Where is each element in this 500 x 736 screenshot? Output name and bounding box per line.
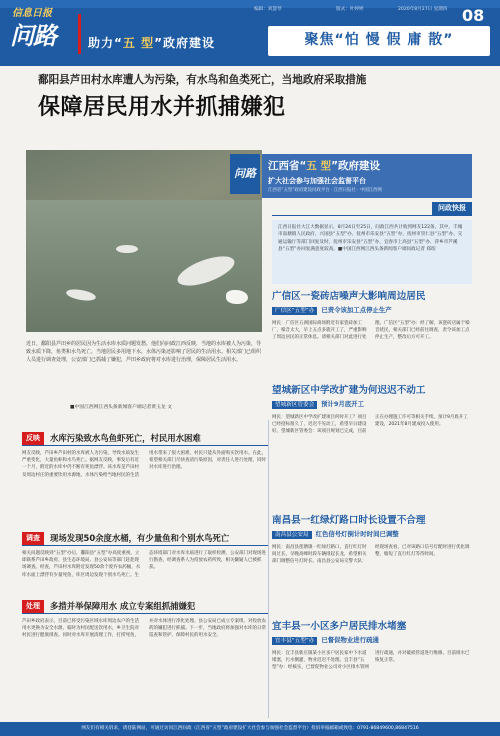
section-logo: 问路: [10, 22, 56, 50]
brief-tag: 广信区“五型”办: [272, 307, 317, 316]
platform-logo: 问路: [230, 154, 260, 194]
focus-banner: [268, 26, 490, 56]
quick-news-header: [272, 202, 472, 216]
focus-banner-text: 聚焦“怕 慢 假 庸 散”: [304, 32, 454, 49]
section-header: [22, 432, 268, 446]
brief-title: 望城新区中学改扩建为何迟迟不动工: [272, 385, 426, 396]
brief-title: 广信区一瓷砖店噪声大影响周边居民: [272, 291, 426, 302]
section-title: 现场发现50余度水桶，有少量鱼和个别水鸟死亡: [50, 533, 230, 543]
column-rule: [268, 420, 269, 718]
platform-title: 江西省“五 型”政府建设: [268, 160, 380, 172]
platform-banner: [262, 154, 472, 198]
section-header: [22, 600, 268, 614]
headline: 保障居民用水并抓捕嫌犯: [38, 94, 286, 120]
platform-subtitle: 扩大社会参与加强社会监督平台: [268, 177, 366, 186]
bird-shape: [226, 290, 248, 304]
brief-body: 网民：广信区五洲国际商场附近有家瓷砖加工厂，噪音太大，早上五点多就开工了，严重影响了周边居民的正常休息。请相关部门对此进行处理。广信区“五型”办：经了解，该瓷砖店属于噪音扰民，相关部门已经前往调查，责令该加工点停止生产，整改后方可开工。: [272, 321, 470, 341]
section-title: 多措并举保障用水 成立专案组抓捕嫌犯: [50, 601, 196, 611]
section-tag: 调查: [22, 532, 44, 545]
brief-tag: 南昌县公安局: [272, 531, 312, 540]
brief-subtitle-text: 预计9月底开工: [321, 400, 364, 408]
brief-subtitle: [272, 306, 392, 316]
paper-name: 信息日报: [12, 8, 52, 19]
brief-tag: 望城新区管委会: [272, 401, 317, 410]
masthead: [0, 0, 500, 66]
brief-subtitle: [272, 530, 399, 540]
layout-line: 版式：叶婷婷: [336, 7, 364, 12]
page-number: 08: [462, 6, 485, 25]
footer-bar: 网友们有相关诉求，请登陆网站，可通过访问江西问政（江西省“五型”政府建设扩大社会参与加强社会监督平台）投诉举报邮箱或致电：0791-86849600,86847516: [0, 722, 500, 736]
section-title: 水库污染致水鸟鱼虾死亡，村民用水困难: [50, 433, 201, 443]
section-body: 相关问题反映到“五型”办后，鄱阳县“五型”办高度重视，立即联系芦田乡政府、县生态环境局、县公安局等部门赶赴现场调查。经查，芦田村水库附近发现50余个废弃农药桶，水库水面上漂浮有少量死鱼，库区周边发现个别水鸟死亡。生态环境部门对水库水质进行了取样检测，公安部门对现场进行勘查，经调查系人为投放农药所致，相关嫌疑人已被抓获。: [22, 551, 266, 578]
section-tag: 反映: [22, 432, 44, 445]
section-body: 网友反映，芦田乡芦田村的水库被人为污染，导致水质发生严重变化，大量鱼虾和水鸟死亡。据网友反映，事发后有近一个月，附近的水库中仍不断有死鱼漂浮。该水库是芦田村及周边村庄的重要饮用水源地，水体污染给当地村民的生活用水带来了很大困难，村民只能从外面购买饮用水。在此，希望相关部门尽快查清污染原因，对责任人进行处理，同时对水库进行治理。: [22, 451, 266, 478]
column-title: 助力“五 型”政府建设: [88, 36, 215, 50]
brief-subtitle-text: 已督促物业进行疏通: [321, 636, 379, 644]
date-line: 2020年8月27日 星期四: [398, 7, 448, 12]
editor-line: 编辑：刘慧琴: [254, 7, 282, 12]
kicker: 鄱阳县芦田村水库遭人为污染，有水鸟和鱼类死亡，当地政府采取措施: [38, 74, 367, 86]
brief-body: 网民：宜丰县新庄镇某小区多户居民家中下水道堵塞，污水倒灌，物业迟迟不处理。宜丰县“五型”办：经核实，已督促物业公司对小区排水管网进行疏通，并对破损管道进行维修，目前排水已恢复正常。: [272, 651, 470, 671]
section-tag: 处理: [22, 600, 44, 613]
quick-news-intro: 江西日报社大江大数据显示，8月24日至25日，问政江西共计收到网友122条，其中，丰城市南塘镇人民政府、兴国县“五型”办、抚州市乐安县“五型”办、抚州市崇仁县“五型”办、交通运输厅等部门回复及时，抚州市乐安县“五型”办、宜春市上高县“五型”办、萍乡市芦溪县“五型”办回复满意度较高。■中国江西网江西头条新闻客户端问政记者 郑绍: [272, 220, 472, 284]
brief-subtitle-text: 红色信号灯倒计时时间已调整: [315, 530, 399, 538]
photo-credit: ■中国江西网江西头条新闻客户端记者黄玉龙 文: [70, 405, 172, 410]
logo: [10, 6, 74, 62]
masthead-divider: [78, 14, 81, 54]
quick-news-label: 问政快报: [432, 202, 472, 215]
platform-sponsors: 江西省“五型”政府建设问政平台 · 江西日报社 · 中国江西网: [268, 188, 382, 193]
brief-tag: 宜丰县“五型”办: [272, 637, 317, 646]
section-header: [22, 532, 268, 546]
dead-fish-shape: [116, 245, 138, 253]
photo-caption: 近日，鄱阳县芦田乡的居民因为生活水库水质问题发愁，他们向问政江西反映，当地的水库被人为污染，导致水质下降，鱼类和水鸟死亡，当地居民多用地下水，水体污染还影响了居民的生活用水。相关部门已组织人员进行调查处理，公安部门已抓捕了嫌犯，芦田乡政府将对水库进行治理，保障居民生活用水。: [26, 341, 262, 363]
section-body: 芦田乡政府表示，目前已将受污染区域水库周边农户的生活用水更换为安全水源，临时为村民配送饮用水，乡卫生院对村民进行健康排查。同时对水库开展清理工作，打捞死鱼，并对水体进行净化处理。县公安局已成立专案组，对投放农药的嫌犯进行抓捕。下一步，当地政府将加强对水库的日常巡查和管护，保障村民的用水安全。: [22, 619, 266, 639]
news-photo: [26, 150, 262, 332]
brief-body: 网民：南昌县莲塘镇一红绿灯路口，直行红灯时间过长，早晚高峰时段车辆排起长龙，希望相关部门调整信号灯时长。南昌县公安局交警大队：经现场查看，已对该路口信号灯配时进行优化调整，缩短了直行红灯等待时间。: [272, 545, 470, 565]
brief-body: 网民：望城新区中学改扩建项目何时开工？项目已经招标很久了，迟迟不见动工，希望早日建设好。望城新区管委会：该项目规划已完成，目前正在办理施工许可等相关手续，预计9月底开工建设，2021年8月建成投入使用。: [272, 415, 468, 435]
brief-title: 南昌县一红绿灯路口时长设置不合理: [272, 515, 426, 526]
brief-subtitle-text: 已责令该加工点停止生产: [321, 306, 392, 314]
brief-title: 宜丰县一小区多户居民排水堵塞: [272, 621, 407, 632]
brief-subtitle: [272, 636, 379, 646]
brief-subtitle: [272, 400, 364, 410]
